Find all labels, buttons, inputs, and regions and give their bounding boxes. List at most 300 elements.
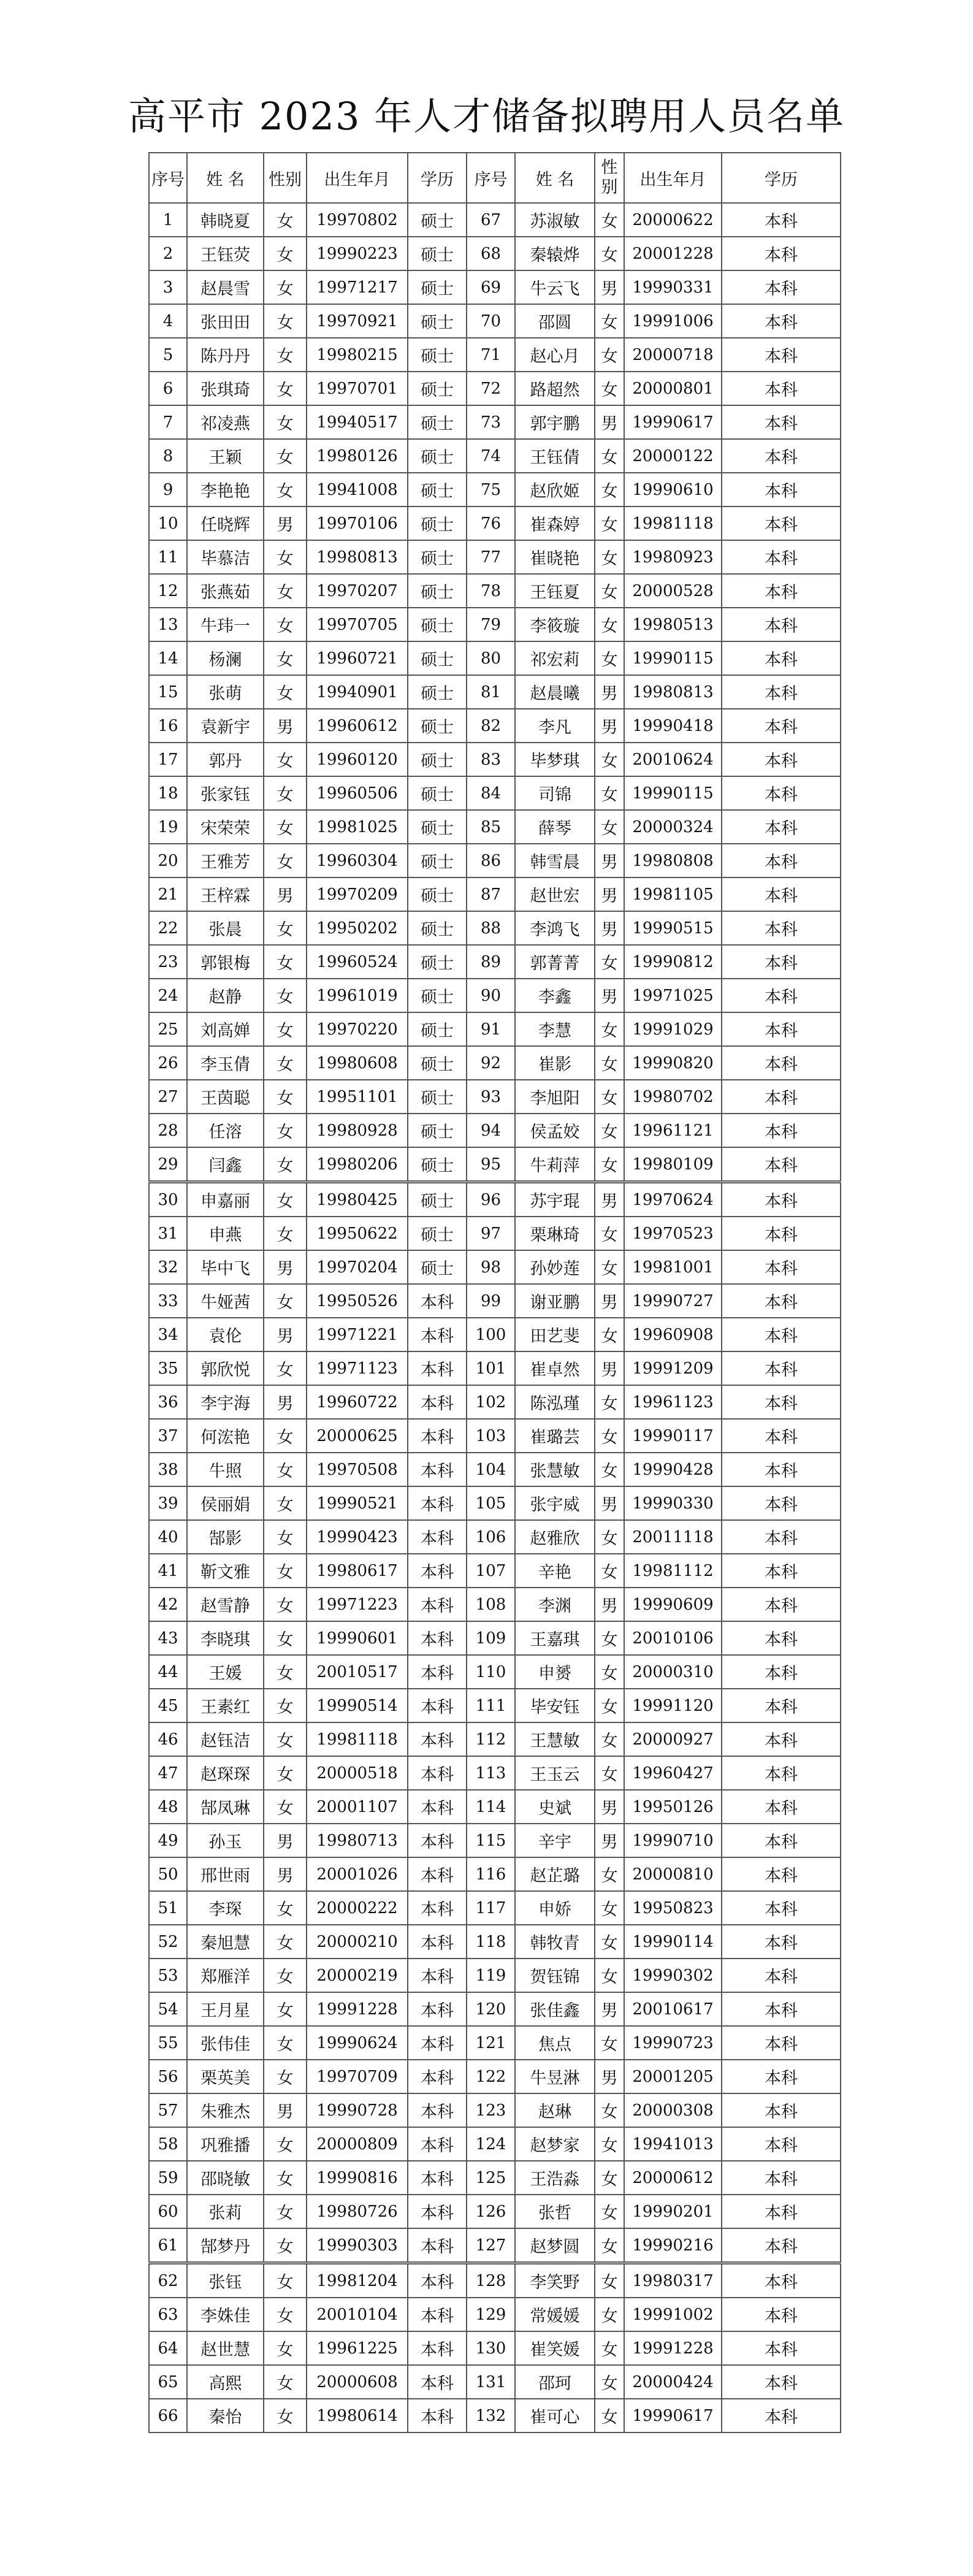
cell-gender-right: 女 bbox=[595, 338, 624, 372]
cell-gender-left: 女 bbox=[264, 1486, 307, 1520]
cell-name-right: 崔璐芸 bbox=[515, 1419, 595, 1453]
cell-name-right: 栗琳琦 bbox=[515, 1217, 595, 1250]
cell-education-left: 硕士 bbox=[408, 776, 467, 810]
cell-gender-left: 女 bbox=[264, 372, 307, 405]
cell-birth-right: 19990330 bbox=[624, 1486, 722, 1520]
cell-gender-left: 男 bbox=[264, 506, 307, 540]
cell-education-right: 本科 bbox=[722, 2365, 841, 2399]
cell-index-right: 117 bbox=[467, 1891, 515, 1925]
cell-index-left: 43 bbox=[149, 1621, 187, 1655]
cell-name-left: 毕慕洁 bbox=[187, 540, 264, 574]
cell-name-left: 刘高婵 bbox=[187, 1012, 264, 1046]
cell-gender-left: 女 bbox=[264, 2331, 307, 2365]
cell-index-right: 96 bbox=[467, 1182, 515, 1217]
cell-name-left: 王梓霖 bbox=[187, 877, 264, 911]
cell-index-right: 86 bbox=[467, 844, 515, 877]
cell-birth-right: 19980923 bbox=[624, 540, 722, 574]
cell-education-left: 本科 bbox=[408, 2127, 467, 2161]
cell-index-left: 15 bbox=[149, 675, 187, 709]
cell-index-right: 114 bbox=[467, 1790, 515, 1824]
cell-gender-left: 女 bbox=[264, 1959, 307, 1992]
cell-name-left: 张萌 bbox=[187, 675, 264, 709]
cell-name-right: 赵世宏 bbox=[515, 877, 595, 911]
cell-index-left: 53 bbox=[149, 1959, 187, 1992]
cell-birth-left: 19950202 bbox=[307, 911, 408, 945]
cell-name-left: 秦旭慧 bbox=[187, 1925, 264, 1959]
table-row bbox=[149, 2127, 841, 2161]
col-header-birth-right: 出生年月 bbox=[624, 153, 722, 203]
cell-gender-left: 女 bbox=[264, 1453, 307, 1486]
cell-index-left: 34 bbox=[149, 1318, 187, 1351]
cell-birth-right: 19980813 bbox=[624, 675, 722, 709]
cell-birth-left: 19960120 bbox=[307, 743, 408, 776]
cell-education-left: 硕士 bbox=[408, 304, 467, 338]
table-row bbox=[149, 1147, 841, 1182]
table-row bbox=[149, 2195, 841, 2228]
table-row bbox=[149, 439, 841, 473]
cell-gender-right: 男 bbox=[595, 877, 624, 911]
cell-education-left: 硕士 bbox=[408, 1217, 467, 1250]
cell-gender-left: 女 bbox=[264, 405, 307, 439]
cell-birth-left: 19990728 bbox=[307, 2093, 408, 2127]
cell-gender-right: 男 bbox=[595, 2060, 624, 2093]
cell-birth-left: 20000625 bbox=[307, 1419, 408, 1453]
cell-gender-right: 女 bbox=[595, 1959, 624, 1992]
cell-index-right: 115 bbox=[467, 1824, 515, 1857]
cell-name-right: 申赟 bbox=[515, 1655, 595, 1689]
cell-gender-right: 男 bbox=[595, 844, 624, 877]
cell-gender-left: 男 bbox=[264, 1824, 307, 1857]
cell-birth-left: 19970106 bbox=[307, 506, 408, 540]
cell-name-right: 李凡 bbox=[515, 709, 595, 743]
cell-name-right: 李渊 bbox=[515, 1588, 595, 1621]
table-row bbox=[149, 270, 841, 304]
cell-index-left: 61 bbox=[149, 2228, 187, 2263]
table-row bbox=[149, 776, 841, 810]
cell-name-right: 崔晓艳 bbox=[515, 540, 595, 574]
cell-gender-left: 女 bbox=[264, 574, 307, 608]
cell-index-right: 100 bbox=[467, 1318, 515, 1351]
cell-birth-left: 19971221 bbox=[307, 1318, 408, 1351]
cell-birth-right: 20000528 bbox=[624, 574, 722, 608]
cell-index-left: 20 bbox=[149, 844, 187, 877]
cell-birth-left: 19991228 bbox=[307, 1992, 408, 2026]
cell-index-left: 52 bbox=[149, 1925, 187, 1959]
cell-gender-right: 女 bbox=[595, 1722, 624, 1756]
cell-gender-left: 女 bbox=[264, 1891, 307, 1925]
cell-index-right: 80 bbox=[467, 641, 515, 675]
cell-education-right: 本科 bbox=[722, 2228, 841, 2263]
cell-name-left: 张莉 bbox=[187, 2195, 264, 2228]
table-row bbox=[149, 911, 841, 945]
cell-index-left: 30 bbox=[149, 1182, 187, 1217]
cell-education-left: 本科 bbox=[408, 1351, 467, 1385]
cell-education-right: 本科 bbox=[722, 1250, 841, 1284]
cell-education-left: 本科 bbox=[408, 2263, 467, 2298]
cell-birth-right: 20011118 bbox=[624, 1520, 722, 1554]
cell-education-right: 本科 bbox=[722, 1182, 841, 1217]
table-row bbox=[149, 2060, 841, 2093]
cell-education-right: 本科 bbox=[722, 338, 841, 372]
cell-education-right: 本科 bbox=[722, 1655, 841, 1689]
cell-education-left: 本科 bbox=[408, 1385, 467, 1419]
cell-index-right: 98 bbox=[467, 1250, 515, 1284]
cell-education-left: 本科 bbox=[408, 1689, 467, 1722]
cell-name-left: 郜凤琳 bbox=[187, 1790, 264, 1824]
cell-birth-right: 19960908 bbox=[624, 1318, 722, 1351]
cell-index-right: 108 bbox=[467, 1588, 515, 1621]
cell-gender-left: 女 bbox=[264, 1588, 307, 1621]
cell-gender-right: 女 bbox=[595, 2331, 624, 2365]
cell-name-right: 崔可心 bbox=[515, 2399, 595, 2433]
cell-gender-left: 女 bbox=[264, 2060, 307, 2093]
cell-education-left: 硕士 bbox=[408, 237, 467, 270]
cell-birth-left: 19940901 bbox=[307, 675, 408, 709]
cell-education-right: 本科 bbox=[722, 1486, 841, 1520]
cell-birth-left: 19970705 bbox=[307, 608, 408, 641]
cell-education-left: 硕士 bbox=[408, 911, 467, 945]
cell-index-right: 125 bbox=[467, 2161, 515, 2195]
cell-gender-left: 男 bbox=[264, 1385, 307, 1419]
cell-education-left: 硕士 bbox=[408, 203, 467, 237]
table-row bbox=[149, 203, 841, 237]
cell-education-left: 本科 bbox=[408, 1588, 467, 1621]
cell-education-right: 本科 bbox=[722, 1959, 841, 1992]
cell-education-right: 本科 bbox=[722, 945, 841, 979]
cell-name-left: 王颖 bbox=[187, 439, 264, 473]
cell-name-left: 申嘉丽 bbox=[187, 1182, 264, 1217]
cell-birth-right: 19990609 bbox=[624, 1588, 722, 1621]
cell-index-right: 129 bbox=[467, 2298, 515, 2331]
cell-education-left: 本科 bbox=[408, 1486, 467, 1520]
cell-index-right: 131 bbox=[467, 2365, 515, 2399]
cell-gender-left: 女 bbox=[264, 473, 307, 506]
table-row bbox=[149, 1588, 841, 1621]
table-body bbox=[149, 203, 841, 2433]
cell-name-left: 高熙 bbox=[187, 2365, 264, 2399]
cell-education-right: 本科 bbox=[722, 1992, 841, 2026]
cell-gender-right: 男 bbox=[595, 709, 624, 743]
cell-gender-left: 女 bbox=[264, 1012, 307, 1046]
cell-index-left: 54 bbox=[149, 1992, 187, 2026]
cell-education-left: 本科 bbox=[408, 1655, 467, 1689]
table-row bbox=[149, 743, 841, 776]
page-title: 高平市 2023 年人才储备拟聘用人员名单 bbox=[128, 94, 845, 139]
cell-name-right: 王浩淼 bbox=[515, 2161, 595, 2195]
cell-index-right: 94 bbox=[467, 1114, 515, 1147]
cell-name-right: 侯孟姣 bbox=[515, 1114, 595, 1147]
table-row bbox=[149, 1790, 841, 1824]
header-row bbox=[149, 153, 841, 203]
cell-birth-right: 20010624 bbox=[624, 743, 722, 776]
cell-name-right: 苏宇琨 bbox=[515, 1182, 595, 1217]
cell-index-left: 47 bbox=[149, 1756, 187, 1790]
col-header-index-right: 序号 bbox=[467, 153, 515, 203]
cell-birth-right: 19990216 bbox=[624, 2228, 722, 2263]
cell-birth-right: 19981105 bbox=[624, 877, 722, 911]
cell-name-left: 郑雁洋 bbox=[187, 1959, 264, 1992]
table-row bbox=[149, 1925, 841, 1959]
cell-name-right: 王慧敏 bbox=[515, 1722, 595, 1756]
cell-birth-left: 19981204 bbox=[307, 2263, 408, 2298]
cell-education-left: 硕士 bbox=[408, 338, 467, 372]
cell-birth-right: 19990723 bbox=[624, 2026, 722, 2060]
cell-birth-right: 19970523 bbox=[624, 1217, 722, 1250]
cell-education-left: 硕士 bbox=[408, 979, 467, 1012]
cell-gender-right: 女 bbox=[595, 439, 624, 473]
cell-education-right: 本科 bbox=[722, 709, 841, 743]
cell-education-right: 本科 bbox=[722, 506, 841, 540]
cell-index-left: 46 bbox=[149, 1722, 187, 1756]
cell-index-right: 106 bbox=[467, 1520, 515, 1554]
cell-name-left: 毕中飞 bbox=[187, 1250, 264, 1284]
cell-gender-left: 女 bbox=[264, 338, 307, 372]
cell-education-left: 本科 bbox=[408, 1857, 467, 1891]
cell-name-right: 赵琳 bbox=[515, 2093, 595, 2127]
cell-gender-right: 女 bbox=[595, 1621, 624, 1655]
cell-index-left: 23 bbox=[149, 945, 187, 979]
cell-name-left: 侯丽娟 bbox=[187, 1486, 264, 1520]
cell-index-left: 32 bbox=[149, 1250, 187, 1284]
cell-gender-left: 女 bbox=[264, 1790, 307, 1824]
cell-index-right: 132 bbox=[467, 2399, 515, 2433]
cell-name-left: 郜梦丹 bbox=[187, 2228, 264, 2263]
cell-index-right: 93 bbox=[467, 1080, 515, 1114]
cell-birth-right: 19990710 bbox=[624, 1824, 722, 1857]
cell-education-left: 硕士 bbox=[408, 1012, 467, 1046]
table-row bbox=[149, 1554, 841, 1588]
cell-index-left: 58 bbox=[149, 2127, 187, 2161]
table-row bbox=[149, 1046, 841, 1080]
cell-name-left: 祁凌燕 bbox=[187, 405, 264, 439]
cell-gender-left: 女 bbox=[264, 1114, 307, 1147]
cell-education-right: 本科 bbox=[722, 2093, 841, 2127]
cell-index-right: 109 bbox=[467, 1621, 515, 1655]
cell-gender-left: 女 bbox=[264, 1756, 307, 1790]
cell-gender-right: 男 bbox=[595, 1992, 624, 2026]
cell-gender-right: 女 bbox=[595, 473, 624, 506]
cell-education-left: 硕士 bbox=[408, 506, 467, 540]
cell-gender-left: 女 bbox=[264, 540, 307, 574]
cell-birth-right: 19990418 bbox=[624, 709, 722, 743]
cell-name-right: 牛昱淋 bbox=[515, 2060, 595, 2093]
cell-education-left: 硕士 bbox=[408, 608, 467, 641]
cell-gender-left: 女 bbox=[264, 1351, 307, 1385]
cell-gender-right: 女 bbox=[595, 641, 624, 675]
cell-name-right: 路超然 bbox=[515, 372, 595, 405]
cell-index-left: 50 bbox=[149, 1857, 187, 1891]
cell-birth-right: 19990115 bbox=[624, 641, 722, 675]
cell-birth-left: 19990223 bbox=[307, 237, 408, 270]
table-row bbox=[149, 1453, 841, 1486]
cell-index-left: 45 bbox=[149, 1689, 187, 1722]
cell-gender-left: 女 bbox=[264, 2399, 307, 2433]
cell-education-right: 本科 bbox=[722, 877, 841, 911]
cell-name-left: 栗英美 bbox=[187, 2060, 264, 2093]
cell-name-left: 巩雅播 bbox=[187, 2127, 264, 2161]
cell-education-left: 本科 bbox=[408, 2195, 467, 2228]
cell-name-left: 杨澜 bbox=[187, 641, 264, 675]
cell-index-right: 124 bbox=[467, 2127, 515, 2161]
cell-birth-left: 19961019 bbox=[307, 979, 408, 1012]
cell-name-right: 李鸿飞 bbox=[515, 911, 595, 945]
table-row bbox=[149, 1621, 841, 1655]
cell-index-right: 68 bbox=[467, 237, 515, 270]
cell-birth-left: 20000809 bbox=[307, 2127, 408, 2161]
cell-education-left: 硕士 bbox=[408, 743, 467, 776]
cell-birth-left: 19970802 bbox=[307, 203, 408, 237]
cell-index-right: 119 bbox=[467, 1959, 515, 1992]
cell-education-right: 本科 bbox=[722, 911, 841, 945]
cell-education-right: 本科 bbox=[722, 1722, 841, 1756]
table-row bbox=[149, 2026, 841, 2060]
cell-birth-left: 19980813 bbox=[307, 540, 408, 574]
cell-gender-left: 女 bbox=[264, 844, 307, 877]
cell-name-left: 牛娅茜 bbox=[187, 1284, 264, 1318]
cell-education-right: 本科 bbox=[722, 1588, 841, 1621]
cell-education-right: 本科 bbox=[722, 540, 841, 574]
cell-name-left: 邢世雨 bbox=[187, 1857, 264, 1891]
cell-index-left: 35 bbox=[149, 1351, 187, 1385]
table-row bbox=[149, 844, 841, 877]
cell-birth-right: 20001205 bbox=[624, 2060, 722, 2093]
cell-index-right: 78 bbox=[467, 574, 515, 608]
cell-birth-left: 19970508 bbox=[307, 1453, 408, 1486]
cell-birth-left: 20000518 bbox=[307, 1756, 408, 1790]
table-row bbox=[149, 1080, 841, 1114]
cell-gender-left: 女 bbox=[264, 2298, 307, 2331]
cell-birth-left: 19980425 bbox=[307, 1182, 408, 1217]
cell-education-left: 本科 bbox=[408, 1520, 467, 1554]
cell-index-left: 19 bbox=[149, 810, 187, 844]
cell-education-left: 硕士 bbox=[408, 270, 467, 304]
cell-index-left: 26 bbox=[149, 1046, 187, 1080]
cell-index-left: 10 bbox=[149, 506, 187, 540]
cell-birth-right: 19980808 bbox=[624, 844, 722, 877]
cell-gender-left: 女 bbox=[264, 911, 307, 945]
cell-education-left: 硕士 bbox=[408, 675, 467, 709]
cell-name-left: 何浤艳 bbox=[187, 1419, 264, 1453]
cell-name-right: 王钰夏 bbox=[515, 574, 595, 608]
cell-name-right: 张佳鑫 bbox=[515, 1992, 595, 2026]
cell-birth-left: 19990601 bbox=[307, 1621, 408, 1655]
cell-education-right: 本科 bbox=[722, 1689, 841, 1722]
cell-birth-right: 19991228 bbox=[624, 2331, 722, 2365]
table-row bbox=[149, 810, 841, 844]
table-row bbox=[149, 1992, 841, 2026]
cell-education-left: 本科 bbox=[408, 1453, 467, 1486]
table-row bbox=[149, 608, 841, 641]
cell-birth-right: 19980513 bbox=[624, 608, 722, 641]
cell-gender-right: 女 bbox=[595, 1114, 624, 1147]
cell-gender-left: 男 bbox=[264, 2093, 307, 2127]
cell-birth-left: 19970220 bbox=[307, 1012, 408, 1046]
cell-name-left: 袁伦 bbox=[187, 1318, 264, 1351]
cell-name-right: 苏淑敏 bbox=[515, 203, 595, 237]
cell-name-left: 孙玉 bbox=[187, 1824, 264, 1857]
table-row bbox=[149, 2399, 841, 2433]
cell-gender-right: 女 bbox=[595, 1756, 624, 1790]
cell-name-left: 张钰 bbox=[187, 2263, 264, 2298]
cell-education-left: 硕士 bbox=[408, 1114, 467, 1147]
cell-name-right: 焦点 bbox=[515, 2026, 595, 2060]
cell-birth-right: 20000424 bbox=[624, 2365, 722, 2399]
cell-gender-left: 女 bbox=[264, 776, 307, 810]
cell-index-right: 71 bbox=[467, 338, 515, 372]
cell-name-left: 申燕 bbox=[187, 1217, 264, 1250]
cell-index-left: 31 bbox=[149, 1217, 187, 1250]
cell-education-left: 硕士 bbox=[408, 405, 467, 439]
cell-education-left: 本科 bbox=[408, 1992, 467, 2026]
cell-education-right: 本科 bbox=[722, 1554, 841, 1588]
cell-education-right: 本科 bbox=[722, 439, 841, 473]
cell-index-right: 83 bbox=[467, 743, 515, 776]
cell-birth-right: 19950823 bbox=[624, 1891, 722, 1925]
cell-birth-right: 19991006 bbox=[624, 304, 722, 338]
table-row bbox=[149, 1284, 841, 1318]
cell-name-left: 宋荣荣 bbox=[187, 810, 264, 844]
cell-name-right: 辛宇 bbox=[515, 1824, 595, 1857]
col-header-birth-left: 出生年月 bbox=[307, 153, 408, 203]
cell-index-left: 6 bbox=[149, 372, 187, 405]
cell-index-left: 2 bbox=[149, 237, 187, 270]
cell-name-right: 牛云飞 bbox=[515, 270, 595, 304]
cell-name-left: 王媛 bbox=[187, 1655, 264, 1689]
table-row bbox=[149, 2298, 841, 2331]
cell-education-left: 硕士 bbox=[408, 844, 467, 877]
cell-birth-left: 19970701 bbox=[307, 372, 408, 405]
cell-education-right: 本科 bbox=[722, 405, 841, 439]
cell-birth-right: 19961123 bbox=[624, 1385, 722, 1419]
cell-birth-left: 19980215 bbox=[307, 338, 408, 372]
table-row bbox=[149, 1891, 841, 1925]
table-row bbox=[149, 1486, 841, 1520]
cell-birth-left: 19951101 bbox=[307, 1080, 408, 1114]
table-row bbox=[149, 641, 841, 675]
cell-index-left: 63 bbox=[149, 2298, 187, 2331]
table-row bbox=[149, 1351, 841, 1385]
cell-gender-right: 女 bbox=[595, 1689, 624, 1722]
cell-index-right: 112 bbox=[467, 1722, 515, 1756]
cell-gender-right: 女 bbox=[595, 1080, 624, 1114]
cell-education-left: 本科 bbox=[408, 1959, 467, 1992]
cell-name-left: 赵晨雪 bbox=[187, 270, 264, 304]
cell-birth-right: 19980702 bbox=[624, 1080, 722, 1114]
table-row bbox=[149, 1857, 841, 1891]
cell-index-right: 122 bbox=[467, 2060, 515, 2093]
cell-index-left: 64 bbox=[149, 2331, 187, 2365]
cell-birth-left: 19960721 bbox=[307, 641, 408, 675]
cell-name-left: 李琛 bbox=[187, 1891, 264, 1925]
cell-birth-right: 20000122 bbox=[624, 439, 722, 473]
cell-index-right: 72 bbox=[467, 372, 515, 405]
cell-birth-right: 19980109 bbox=[624, 1147, 722, 1182]
cell-education-right: 本科 bbox=[722, 1318, 841, 1351]
col-header-name-right: 姓 名 bbox=[515, 153, 595, 203]
cell-index-left: 4 bbox=[149, 304, 187, 338]
cell-index-right: 69 bbox=[467, 270, 515, 304]
cell-gender-right: 女 bbox=[595, 1012, 624, 1046]
cell-birth-right: 20000308 bbox=[624, 2093, 722, 2127]
cell-education-left: 本科 bbox=[408, 2365, 467, 2399]
cell-birth-left: 19971123 bbox=[307, 1351, 408, 1385]
cell-index-right: 97 bbox=[467, 1217, 515, 1250]
cell-gender-right: 女 bbox=[595, 1046, 624, 1080]
cell-index-right: 73 bbox=[467, 405, 515, 439]
cell-birth-right: 19991002 bbox=[624, 2298, 722, 2331]
cell-birth-right: 19990117 bbox=[624, 1419, 722, 1453]
cell-birth-left: 19971217 bbox=[307, 270, 408, 304]
